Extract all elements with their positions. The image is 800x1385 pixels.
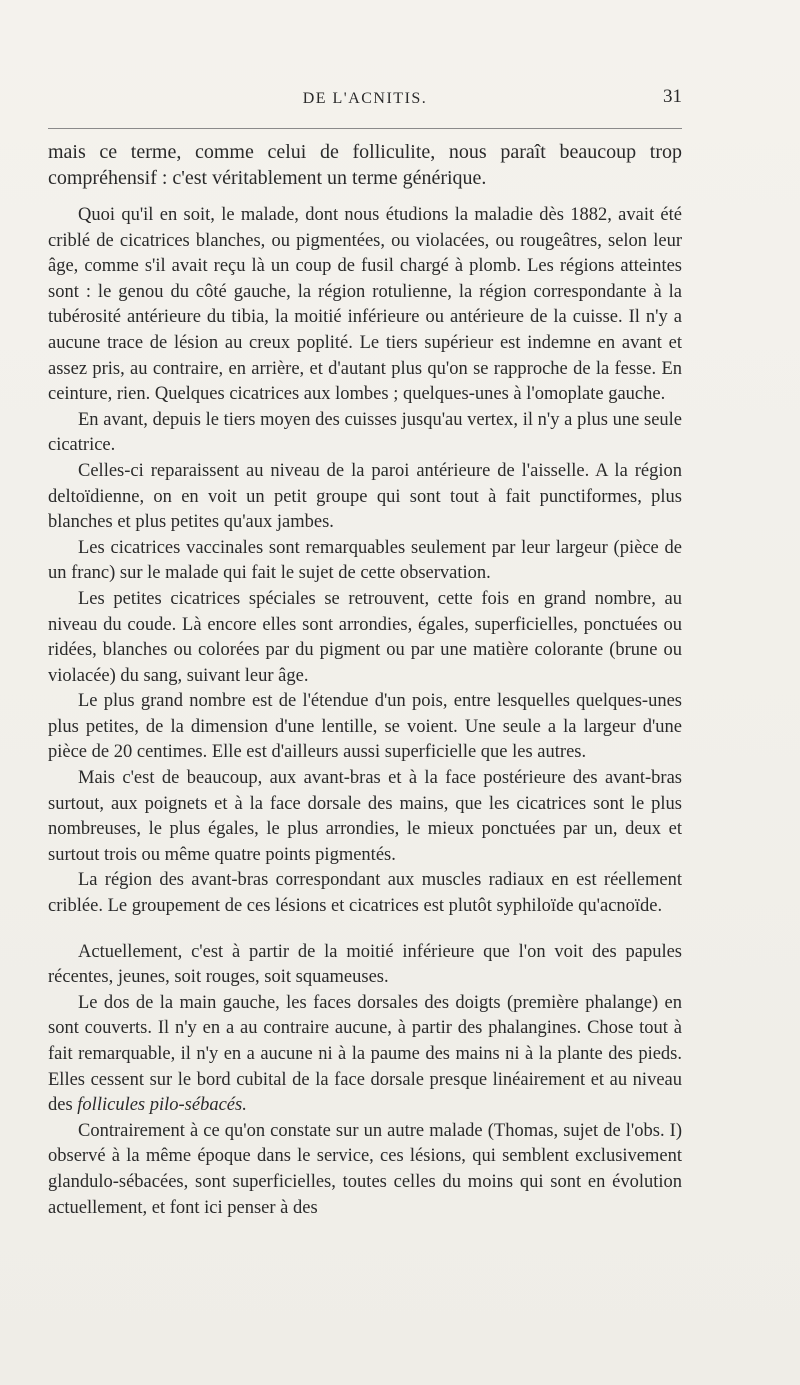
header-rule	[48, 128, 682, 129]
paragraph: mais ce terme, comme celui de folliculite, nous paraît beaucoup trop compréhensif : c'est véritablement un terme générique.	[48, 141, 682, 189]
paragraph-text: Le dos de la main gauche, les faces dorsales des doigts (première phalange) en sont couverts. Il n'y en a au contraire aucune, à partir des phalangines. Chose tout à fait remarquable, il n'y en a aucune ni à la paume des mains ni à la plante des pieds. Elles cessent sur le bord cubital de la face dorsale presque linéairement et au niveau des	[48, 992, 682, 1116]
running-head	[48, 86, 682, 116]
paragraph: Quoi qu'il en soit, le malade, dont nous étudions la maladie dès 1882, avait été criblé de cicatrices blanches, ou pigmentées, ou violacées, ou rougeâtres, selon leur âge, comme s'il avait reçu là un coup de fusil chargé à plomb. Les régions atteintes sont : le genou du côté gauche, la région rotulienne, la région correspondante à la tubérosité antérieure du tibia, la moitié inférieure ou antérieure de la cuisse. Il n'y a aucune trace de lésion au creux poplité. Le tiers supérieur est indemne en avant et assez pris, au contraire, en arrière, et d'autant plus qu'on se rapproche de la fesse. En ceinture, rien. Quelques cicatrices aux lombes ; quelques-unes à l'omoplate gauche.	[48, 205, 682, 405]
paragraph: Les petites cicatrices spéciales se retrouvent, cette fois en grand nombre, au niveau du coude. Là encore elles sont arrondies, égales, superficielles, ponctuées ou ridées, blanches ou colorées par du pigment ou par une matière colorante (brune ou violacée) du sang, suivant leur âge.	[48, 588, 682, 686]
paragraph: Contrairement à ce qu'on constate sur un autre malade (Thomas, sujet de l'obs. I) observé à la même époque dans le service, ces lésions, qui semblent exclusivement glandulo-sébacées, sont superficielles, toutes celles du moins qui sont en évolution actuellement, et font ici penser à des	[48, 1120, 682, 1218]
italic-term: follicules pilo-sébacés.	[77, 1095, 247, 1116]
paragraph: Actuellement, c'est à partir de la moitié inférieure que l'on voit des papules récentes, jeunes, soit rouges, soit squameuses.	[48, 941, 682, 988]
paragraph: En avant, depuis le tiers moyen des cuisses jusqu'au vertex, il n'y a plus une seule cicatrice.	[48, 409, 682, 456]
paragraph: Celles-ci reparaissent au niveau de la paroi antérieure de l'aisselle. A la région deltoïdienne, on en voit un petit groupe qui sont tout à fait punctiformes, plus blanches et plus petites qu'aux jambes.	[48, 460, 682, 533]
paragraph: Mais c'est de beaucoup, aux avant-bras et à la face postérieure des avant-bras surtout, aux poignets et à la face dorsale des mains, que les cicatrices sont le plus nombreuses, le plus égales, le plus arrondies, le mieux ponctuées par un, deux et surtout trois ou même quatre points pigmentés.	[48, 768, 682, 865]
body-text	[48, 139, 682, 1221]
paragraph	[48, 991, 682, 1119]
page-number: 31	[663, 86, 682, 107]
paragraph: La région des avant-bras correspondant aux muscles radiaux en est réellement criblée. Le groupement de ces lésions et cicatrices est plutôt syphiloïde qu'acnoïde.	[48, 870, 682, 917]
running-title: DE L'ACNITIS.	[302, 90, 428, 107]
paragraph: Le plus grand nombre est de l'étendue d'un pois, entre lesquelles quelques-unes plus petites, de la dimension d'une lentille, se voient. Une seule a la largeur d'une pièce de 20 centimes. Elle est d'ailleurs aussi superficielle que les autres.	[48, 691, 682, 763]
paragraph: Les cicatrices vaccinales sont remarquables seulement par leur largeur (pièce de un franc) sur le malade qui fait le sujet de cette observation.	[48, 537, 682, 584]
